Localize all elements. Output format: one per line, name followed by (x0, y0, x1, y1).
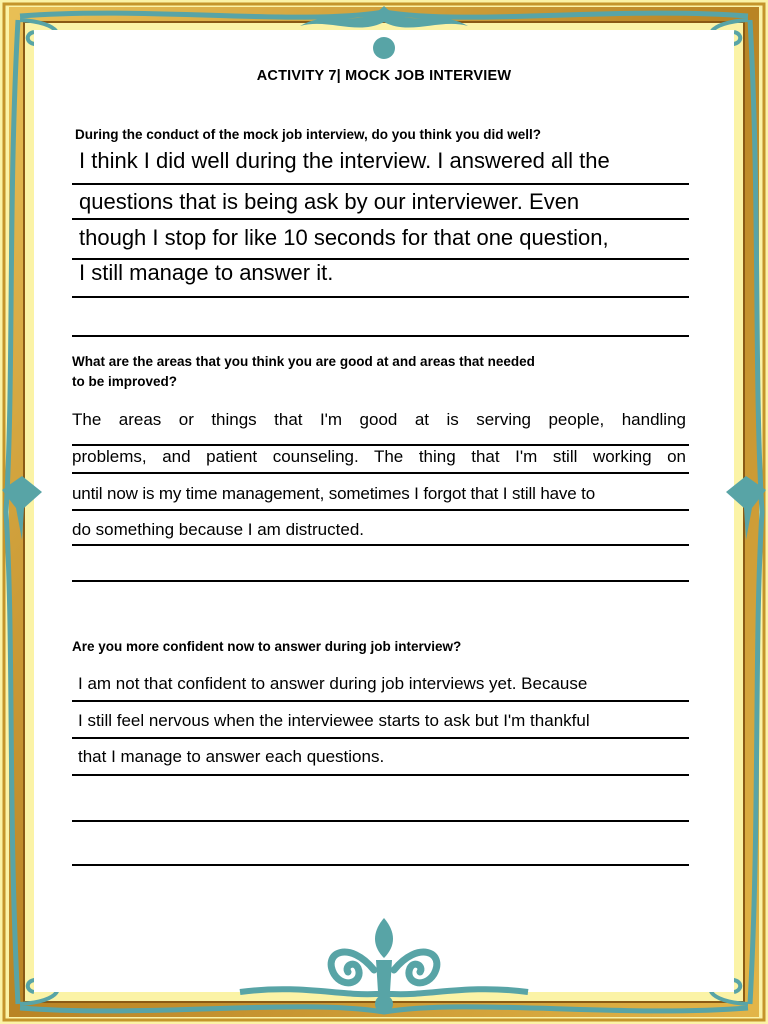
answer-line (72, 774, 689, 776)
answer-2-line-4: do something because I am distructed. (72, 520, 364, 539)
answer-line (72, 509, 689, 511)
answer-line (72, 444, 689, 446)
question-2-line-1: What are the areas that you think you are good at and areas that needed (72, 354, 535, 369)
answer-line (72, 864, 689, 866)
answer-line (72, 472, 689, 474)
answer-line (72, 700, 689, 702)
answer-1-line-4: I still manage to answer it. (79, 260, 334, 285)
answer-line (72, 296, 689, 298)
question-1: During the conduct of the mock job interview, do you think you did well? (75, 127, 542, 142)
page-title: ACTIVITY 7| MOCK JOB INTERVIEW (256, 68, 512, 84)
answer-2-line-1: The areas or things that I'm good at is serving people, handling (72, 410, 686, 429)
answer-2-line-3: until now is my time management, sometimes I forgot that I still have to (72, 484, 596, 503)
answer-1-line-1: I think I did well during the interview. I answered all the (79, 148, 610, 173)
answer-line (72, 737, 689, 739)
answer-line (72, 820, 689, 822)
answer-3-line-1: I am not that confident to answer during job interviews yet. Because (78, 674, 588, 693)
question-2-line-2: to be improved? (72, 374, 178, 389)
answer-3-line-3: that I manage to answer each questions. (78, 747, 385, 766)
answer-2-line-2: problems, and patient counseling. The thing that I'm still working on (72, 447, 686, 466)
answer-line (72, 218, 689, 220)
answer-line (72, 335, 689, 337)
answer-line (72, 580, 689, 582)
answer-1-line-2: questions that is being ask by our interviewer. Even (79, 189, 580, 214)
answer-1-line-3: though I stop for like 10 seconds for that one question, (79, 225, 609, 250)
answer-3-line-2: I still feel nervous when the interviewee starts to ask but I'm thankful (78, 711, 590, 730)
answer-line (72, 544, 689, 546)
question-3: Are you more confident now to answer during job interview? (72, 639, 462, 654)
answer-line (72, 183, 689, 185)
